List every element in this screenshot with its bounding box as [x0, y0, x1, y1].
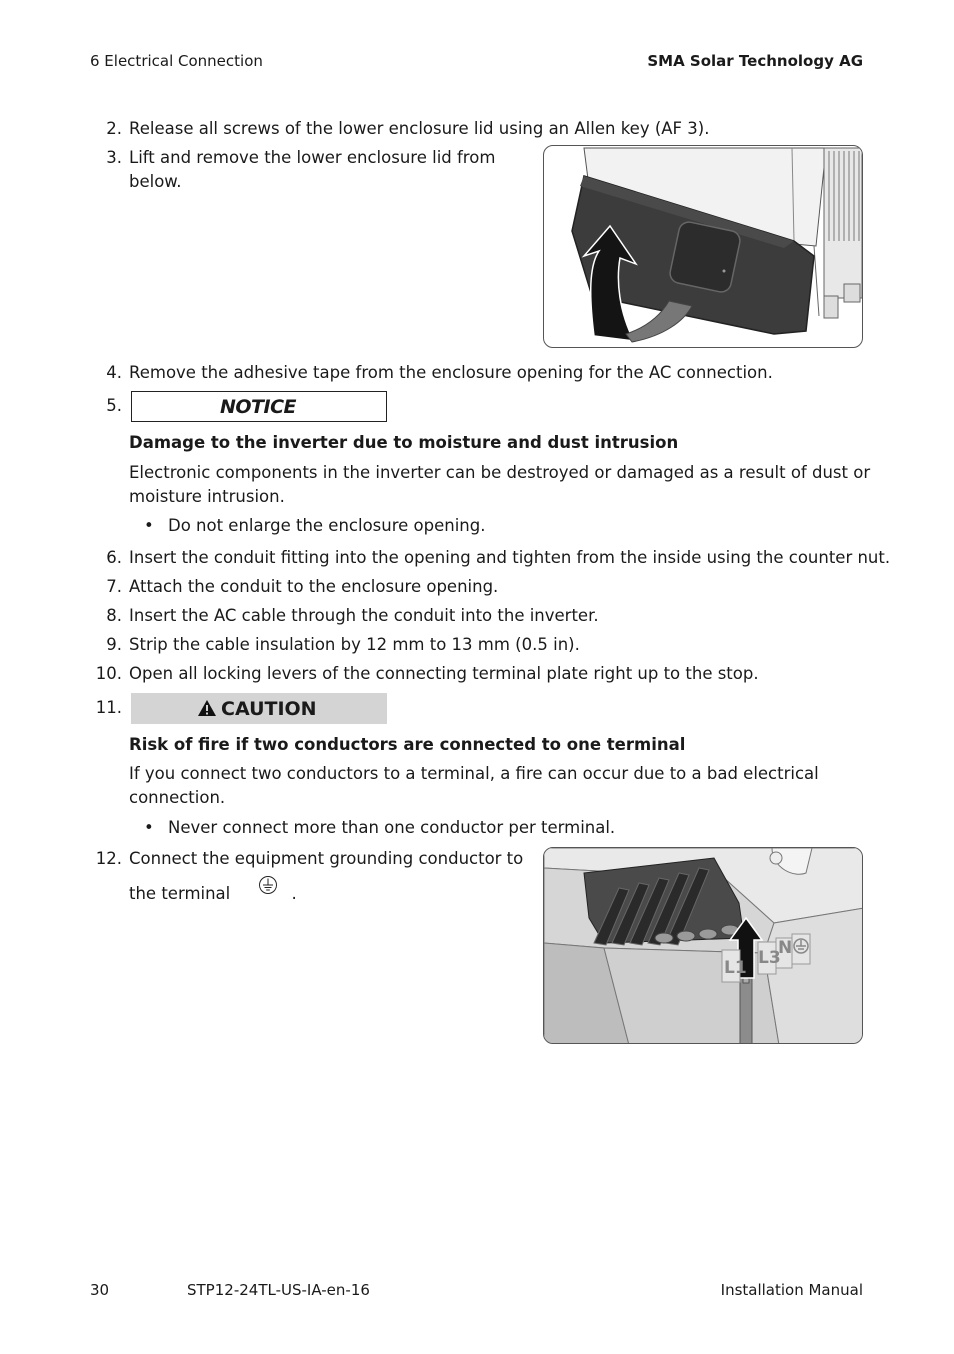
document-title: Installation Manual — [720, 1281, 863, 1299]
caution-label: CAUTION — [221, 698, 317, 720]
step-number: 8. — [106, 606, 122, 625]
step-number: 12. — [95, 849, 122, 868]
step-number: 9. — [106, 635, 122, 654]
step-text: Insert the AC cable through the conduit into the inverter. — [129, 606, 599, 625]
notice-title: Damage to the inverter due to moisture and dust intrusion — [129, 433, 679, 452]
step-text-line: Connect the equipment grounding conductor to — [129, 849, 524, 868]
step-number: 10. — [95, 664, 122, 683]
notice-bullet-text: Do not enlarge the enclosure opening. — [168, 516, 486, 535]
step-text-line: Lift and remove the lower enclosure lid from — [129, 148, 496, 167]
step-text: Open all locking levers of the connecting terminal plate right up to the stop. — [129, 664, 759, 683]
caution-body-line: If you connect two conductors to a terminal, a fire can occur due to a bad electrical — [129, 764, 819, 783]
step-text: Remove the adhesive tape from the enclosure opening for the AC connection. — [129, 363, 773, 382]
step-number: 6. — [106, 548, 122, 567]
step-text: Attach the conduit to the enclosure opening. — [129, 577, 499, 596]
notice-body — [129, 461, 870, 509]
step-number: 7. — [106, 577, 122, 596]
terminal-label-n: N — [778, 938, 793, 958]
step-text — [129, 847, 523, 906]
step-text-line — [129, 875, 523, 906]
step-number: 5. — [106, 396, 122, 415]
step-text-line: below. — [129, 172, 182, 191]
terminal-illustration — [544, 848, 863, 1044]
document-id: STP12-24TL-US-IA-en-16 — [187, 1281, 370, 1299]
step-number: 2. — [106, 119, 122, 138]
ground-symbol-icon — [258, 875, 278, 895]
inverter-lid-illustration — [544, 146, 863, 348]
figure-remove-lid — [543, 145, 863, 348]
terminal-label-l3: L3 — [758, 948, 781, 968]
notice-label-box: NOTICE — [131, 391, 387, 422]
step-number: 11. — [95, 698, 122, 717]
header-company: SMA Solar Technology AG — [647, 52, 863, 70]
caution-bullet-text: Never connect more than one conductor per terminal. — [168, 818, 616, 837]
notice-body-line: moisture intrusion. — [129, 487, 285, 506]
page-number: 30 — [90, 1281, 110, 1299]
caution-title: Risk of fire if two conductors are connected to one terminal — [129, 735, 686, 754]
step-text: Insert the conduit fitting into the opening and tighten from the inside using the counter nut. — [129, 548, 891, 567]
caution-body-line: connection. — [129, 788, 226, 807]
step-text — [129, 146, 495, 194]
terminal-label-l1: L1 — [724, 958, 747, 978]
step-number: 3. — [106, 148, 122, 167]
caution-label-box — [131, 693, 387, 724]
step-text-part: . — [291, 884, 297, 903]
caution-body — [129, 762, 819, 810]
step-text: Release all screws of the lower enclosure lid using an Allen key (AF 3). — [129, 119, 710, 138]
bullet-icon: • — [144, 516, 154, 535]
bullet-icon: • — [144, 818, 154, 837]
step-text-part: the terminal — [129, 884, 231, 903]
step-number: 4. — [106, 363, 122, 382]
step-text: Strip the cable insulation by 12 mm to 13 mm (0.5 in). — [129, 635, 580, 654]
notice-body-line: Electronic components in the inverter can be destroyed or damaged as a result of dust or — [129, 463, 871, 482]
figure-terminal-connection — [543, 847, 863, 1044]
header-section: 6 Electrical Connection — [90, 52, 263, 70]
warning-icon — [197, 699, 217, 717]
